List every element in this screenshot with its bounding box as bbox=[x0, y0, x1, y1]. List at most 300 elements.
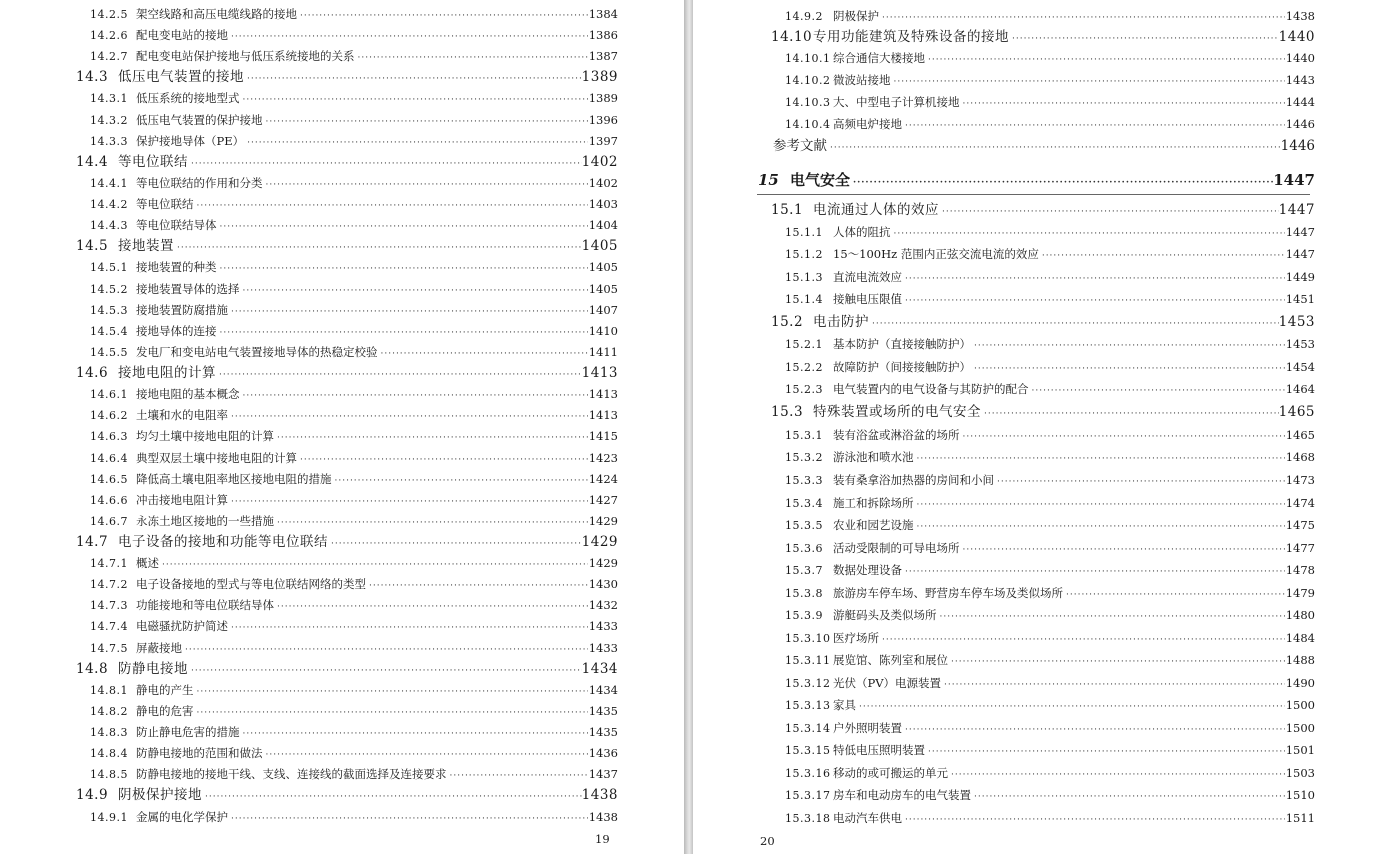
entry-title: 展览馆、陈列室和展位 bbox=[833, 653, 948, 667]
entry-number: 14.4 bbox=[76, 153, 109, 170]
subsection-entry[interactable] bbox=[785, 336, 1315, 354]
right-page bbox=[693, 0, 1375, 854]
subsection-entry[interactable] bbox=[785, 765, 1315, 783]
dot-leader bbox=[941, 677, 1285, 693]
entry-title: 电流通过人体的效应 bbox=[813, 202, 939, 218]
entry-title: 接地电阻的计算 bbox=[118, 365, 216, 382]
subsection-entry[interactable] bbox=[90, 766, 618, 784]
entry-number: 14.6.7 bbox=[90, 514, 128, 528]
entry-number: 14.6.6 bbox=[90, 493, 128, 507]
entry-title: 装有浴盆或淋浴盆的场所 bbox=[833, 428, 960, 442]
dot-leader bbox=[263, 747, 589, 763]
entry-page-number: 1402 bbox=[581, 153, 618, 170]
dot-leader bbox=[994, 474, 1285, 490]
entry-page-number: 1413 bbox=[588, 387, 618, 402]
dot-leader bbox=[228, 409, 588, 425]
entry-page-number: 1500 bbox=[1285, 698, 1315, 712]
entry-number: 14.9 bbox=[76, 787, 109, 804]
entry-title: 低压系统的接地型式 bbox=[136, 91, 240, 106]
entry-number: 14.6 bbox=[76, 365, 109, 382]
subsection-entry[interactable] bbox=[785, 224, 1315, 242]
subsection-entry[interactable] bbox=[90, 703, 618, 721]
dot-leader bbox=[1063, 587, 1285, 603]
dot-leader bbox=[939, 204, 1279, 220]
section-entry[interactable] bbox=[76, 534, 618, 552]
dot-leader bbox=[378, 346, 589, 362]
entry-page-number: 1477 bbox=[1285, 541, 1315, 555]
subsection-entry[interactable] bbox=[785, 472, 1315, 490]
references-entry[interactable] bbox=[773, 138, 1315, 156]
dot-leader bbox=[274, 515, 588, 531]
dot-leader bbox=[447, 768, 589, 784]
subsection-entry[interactable] bbox=[90, 597, 618, 615]
entry-number: 14.6.1 bbox=[90, 388, 128, 402]
subsection-entry[interactable] bbox=[90, 450, 618, 468]
entry-page-number: 1501 bbox=[1285, 743, 1315, 757]
subsection-entry[interactable] bbox=[90, 133, 618, 151]
entry-number: 14.10.2 bbox=[785, 74, 831, 87]
entry-number: 15.3.15 bbox=[785, 744, 831, 757]
subsection-entry[interactable] bbox=[785, 810, 1315, 828]
section-entry[interactable] bbox=[76, 661, 618, 679]
dot-leader bbox=[914, 451, 1286, 467]
subsection-entry[interactable] bbox=[785, 585, 1315, 603]
dot-leader bbox=[879, 10, 1285, 26]
dot-leader bbox=[297, 452, 588, 468]
entry-number: 14.10 bbox=[771, 29, 813, 45]
entry-page-number: 1447 bbox=[1273, 171, 1315, 189]
subsection-entry[interactable] bbox=[785, 8, 1315, 26]
entry-number: 14.8.2 bbox=[90, 704, 128, 718]
subsection-entry[interactable] bbox=[785, 495, 1315, 513]
entry-number: 14.5.5 bbox=[90, 345, 128, 359]
dot-leader bbox=[159, 557, 588, 573]
entry-number: 14.7.5 bbox=[90, 641, 128, 655]
entry-number: 14.7.1 bbox=[90, 557, 128, 571]
entry-number: 15.3.7 bbox=[785, 564, 823, 577]
subsection-entry[interactable] bbox=[785, 381, 1315, 399]
entry-page-number: 1454 bbox=[1285, 360, 1315, 374]
left-page bbox=[0, 0, 684, 854]
entry-number: 15 bbox=[758, 171, 779, 189]
dot-leader bbox=[217, 325, 589, 341]
section-entry[interactable] bbox=[76, 238, 618, 256]
entry-title: 农业和园艺设施 bbox=[833, 518, 914, 532]
entry-title: 接地装置 bbox=[118, 238, 174, 255]
entry-page-number: 1434 bbox=[588, 682, 618, 697]
dot-leader bbox=[1039, 248, 1285, 264]
subsection-entry[interactable] bbox=[90, 112, 618, 130]
dot-leader bbox=[228, 494, 588, 510]
subsection-entry[interactable] bbox=[90, 175, 618, 193]
entry-title: 永冻土地区接地的一些措施 bbox=[136, 513, 274, 528]
dot-leader bbox=[228, 29, 588, 45]
entry-title: 综合通信大楼接地 bbox=[833, 51, 925, 65]
dot-leader bbox=[1009, 31, 1279, 47]
entry-number: 14.8.4 bbox=[90, 747, 128, 761]
chapter-rule bbox=[757, 194, 1310, 195]
entry-page-number: 1429 bbox=[581, 534, 618, 550]
chapter-entry[interactable] bbox=[758, 172, 1315, 191]
dot-leader bbox=[1029, 383, 1286, 399]
entry-title: 电击防护 bbox=[813, 314, 869, 330]
entry-number: 14.5 bbox=[76, 238, 109, 255]
entry-page-number: 1397 bbox=[588, 133, 618, 148]
entry-number: 15.1.1 bbox=[785, 226, 823, 239]
subsection-entry[interactable] bbox=[90, 428, 618, 446]
entry-title: 冲击接地电阻计算 bbox=[136, 492, 228, 507]
dot-leader bbox=[960, 542, 1286, 558]
subsection-entry[interactable] bbox=[785, 562, 1315, 580]
subsection-entry[interactable] bbox=[785, 427, 1315, 445]
entry-title: 大、中型电子计算机接地 bbox=[833, 95, 960, 109]
subsection-entry[interactable] bbox=[90, 6, 618, 24]
entry-page-number: 1436 bbox=[588, 746, 618, 761]
dot-leader bbox=[240, 92, 589, 108]
entry-number: 15.3.6 bbox=[785, 542, 823, 555]
entry-number: 14.6.2 bbox=[90, 409, 128, 423]
dot-leader bbox=[194, 684, 589, 700]
entry-number: 14.6.3 bbox=[90, 430, 128, 444]
entry-page-number: 1433 bbox=[588, 640, 618, 655]
subsection-entry[interactable] bbox=[90, 618, 618, 636]
entry-page-number: 1389 bbox=[581, 69, 618, 86]
entry-title: 15～100Hz 范围内正弦交流电流的效应 bbox=[833, 247, 1039, 261]
entry-title: 故障防护（间接接触防护） bbox=[833, 360, 971, 374]
entry-page-number: 1387 bbox=[588, 49, 618, 64]
entry-page-number: 1434 bbox=[581, 660, 618, 677]
subsection-entry[interactable] bbox=[785, 607, 1315, 625]
dot-leader bbox=[971, 338, 1285, 354]
entry-number: 14.7.2 bbox=[90, 578, 128, 592]
subsection-entry[interactable] bbox=[90, 27, 618, 45]
section-entry[interactable] bbox=[771, 202, 1315, 220]
subsection-entry[interactable] bbox=[90, 492, 618, 510]
entry-page-number: 1415 bbox=[588, 429, 618, 444]
entry-title: 降低高土壤电阻率地区接地电阻的措施 bbox=[136, 471, 332, 486]
entry-title: 电气装置内的电气设备与其防护的配合 bbox=[833, 382, 1029, 396]
entry-page-number: 1446 bbox=[1285, 117, 1315, 131]
subsection-entry[interactable] bbox=[785, 787, 1315, 805]
entry-title: 光伏（PV）电源装置 bbox=[833, 676, 942, 690]
subsection-entry[interactable] bbox=[90, 513, 618, 531]
entry-number: 14.2.7 bbox=[90, 50, 128, 64]
dot-leader bbox=[948, 654, 1285, 670]
subsection-entry[interactable] bbox=[785, 94, 1315, 112]
entry-title: 静电的危害 bbox=[136, 703, 194, 718]
subsection-entry[interactable] bbox=[90, 344, 618, 362]
entry-page-number: 1453 bbox=[1278, 314, 1315, 330]
entry-title: 基本防护（直接接触防护） bbox=[833, 337, 971, 351]
entry-number: 14.8.3 bbox=[90, 726, 128, 740]
subsection-entry[interactable] bbox=[90, 259, 618, 277]
dot-leader bbox=[332, 473, 589, 489]
entry-title: 静电的产生 bbox=[136, 682, 194, 697]
subsection-entry[interactable] bbox=[90, 302, 618, 320]
section-entry[interactable] bbox=[771, 314, 1315, 332]
subsection-entry[interactable] bbox=[785, 697, 1315, 715]
subsection-entry[interactable] bbox=[785, 517, 1315, 535]
section-entry[interactable] bbox=[76, 787, 618, 805]
dot-leader bbox=[228, 620, 588, 636]
entry-number: 15.2.3 bbox=[785, 383, 823, 396]
section-entry[interactable] bbox=[76, 69, 618, 87]
entry-page-number: 1386 bbox=[588, 28, 618, 43]
subsection-entry[interactable] bbox=[785, 50, 1315, 68]
section-entry[interactable] bbox=[771, 29, 1315, 47]
entry-title: 阴极保护接地 bbox=[118, 787, 202, 804]
entry-title: 配电变电站的接地 bbox=[136, 28, 228, 43]
subsection-entry[interactable] bbox=[90, 682, 618, 700]
entry-title: 人体的阻抗 bbox=[833, 225, 891, 239]
entry-page-number: 1429 bbox=[588, 513, 618, 528]
section-entry[interactable] bbox=[771, 404, 1315, 422]
dot-leader bbox=[960, 429, 1286, 445]
subsection-entry[interactable] bbox=[785, 540, 1315, 558]
entry-title: 等电位联结导体 bbox=[136, 218, 217, 233]
entry-page-number: 1435 bbox=[588, 725, 618, 740]
entry-title: 移动的或可搬运的单元 bbox=[833, 766, 948, 780]
entry-number: 14.5.3 bbox=[90, 303, 128, 317]
entry-page-number: 1474 bbox=[1285, 496, 1315, 510]
subsection-entry[interactable] bbox=[90, 48, 618, 66]
dot-leader bbox=[263, 114, 589, 130]
entry-number: 15.3.2 bbox=[785, 451, 823, 464]
entry-number: 14.10.1 bbox=[785, 52, 831, 65]
dot-leader bbox=[891, 74, 1286, 90]
entry-number: 14.8.1 bbox=[90, 683, 128, 697]
entry-page-number: 1443 bbox=[1285, 73, 1315, 87]
entry-page-number: 1444 bbox=[1285, 95, 1315, 109]
entry-number: 14.3 bbox=[76, 69, 109, 86]
entry-title: 接地装置防腐措施 bbox=[136, 302, 228, 317]
dot-leader bbox=[217, 219, 589, 235]
entry-title: 游艇码头及类似场所 bbox=[833, 608, 937, 622]
entry-title: 金属的电化学保护 bbox=[136, 809, 228, 824]
section-entry[interactable] bbox=[76, 365, 618, 383]
subsection-entry[interactable] bbox=[785, 359, 1315, 377]
entry-title: 高频电炉接地 bbox=[833, 117, 902, 131]
entry-page-number: 1468 bbox=[1285, 450, 1315, 464]
entry-page-number: 1490 bbox=[1285, 676, 1315, 690]
subsection-entry[interactable] bbox=[90, 217, 618, 235]
page-gutter bbox=[684, 0, 693, 854]
entry-title: 房车和电动房车的电气装置 bbox=[833, 788, 971, 802]
entry-title: 阴极保护 bbox=[833, 9, 879, 23]
entry-number: 15.3.12 bbox=[785, 677, 831, 690]
dot-leader bbox=[240, 388, 589, 404]
entry-title: 数据处理设备 bbox=[833, 563, 902, 577]
dot-leader bbox=[902, 722, 1285, 738]
entry-number: 15.3.8 bbox=[785, 587, 823, 600]
entry-number: 15.1.4 bbox=[785, 293, 823, 306]
entry-title: 防静电接地的范围和做法 bbox=[136, 746, 263, 761]
dot-leader bbox=[188, 156, 582, 172]
subsection-entry[interactable] bbox=[90, 323, 618, 341]
entry-number: 14.5.2 bbox=[90, 282, 128, 296]
entry-page-number: 1503 bbox=[1285, 766, 1315, 780]
entry-title: 典型双层土壤中接地电阻的计算 bbox=[136, 450, 297, 465]
entry-number: 14.9.2 bbox=[785, 10, 823, 23]
entry-title: 均匀土壤中接地电阻的计算 bbox=[136, 429, 274, 444]
entry-number: 14.6.5 bbox=[90, 472, 128, 486]
subsection-entry[interactable] bbox=[785, 675, 1315, 693]
entry-title: 架空线路和高压电缆线路的接地 bbox=[136, 7, 297, 21]
dot-leader bbox=[228, 304, 588, 320]
dot-leader bbox=[274, 430, 588, 446]
entry-number: 14.10.4 bbox=[785, 118, 831, 131]
subsection-entry[interactable] bbox=[785, 116, 1315, 134]
entry-page-number: 1510 bbox=[1285, 788, 1315, 802]
entry-title: 接触电压限值 bbox=[833, 292, 902, 306]
dot-leader bbox=[244, 135, 588, 151]
entry-title: 电气安全 bbox=[790, 171, 851, 189]
subsection-entry[interactable] bbox=[785, 269, 1315, 287]
entry-title: 微波站接地 bbox=[833, 73, 891, 87]
entry-number: 15.1 bbox=[771, 202, 804, 218]
entry-number: 14.8 bbox=[76, 660, 109, 677]
entry-page-number: 1411 bbox=[588, 344, 618, 359]
entry-number: 14.9.1 bbox=[90, 810, 128, 824]
entry-page-number: 1438 bbox=[581, 787, 618, 804]
entry-page-number: 1389 bbox=[588, 91, 618, 106]
entry-page-number: 1384 bbox=[588, 7, 618, 21]
entry-title: 家具 bbox=[833, 698, 856, 712]
entry-number: 14.4.3 bbox=[90, 219, 128, 233]
subsection-entry[interactable] bbox=[785, 652, 1315, 670]
dot-leader bbox=[971, 789, 1285, 805]
subsection-entry[interactable] bbox=[90, 809, 618, 827]
entry-page-number: 1440 bbox=[1285, 51, 1315, 65]
entry-title: 电子设备接地的型式与等电位联结网络的类型 bbox=[136, 577, 366, 592]
subsection-entry[interactable] bbox=[785, 742, 1315, 760]
subsection-entry[interactable] bbox=[90, 407, 618, 425]
entry-page-number: 1511 bbox=[1285, 811, 1315, 825]
entry-number: 14.7 bbox=[76, 534, 109, 550]
subsection-entry[interactable] bbox=[785, 630, 1315, 648]
entry-title: 等电位联结的作用和分类 bbox=[136, 175, 263, 190]
subsection-entry[interactable] bbox=[90, 281, 618, 299]
entry-page-number: 1479 bbox=[1285, 586, 1315, 600]
entry-page-number: 1480 bbox=[1285, 608, 1315, 622]
subsection-entry[interactable] bbox=[90, 555, 618, 573]
entry-page-number: 1438 bbox=[1285, 9, 1315, 23]
subsection-entry[interactable] bbox=[785, 720, 1315, 738]
dot-leader bbox=[244, 71, 582, 87]
subsection-entry[interactable] bbox=[785, 72, 1315, 90]
entry-title: 防静电接地的接地干线、支线、连接线的截面选择及连接要求 bbox=[136, 767, 447, 782]
entry-page-number: 1438 bbox=[588, 809, 618, 824]
entry-title: 发电厂和变电站电气装置接地导体的热稳定校验 bbox=[136, 344, 378, 359]
entry-title: 概述 bbox=[136, 556, 159, 571]
entry-number: 14.7.3 bbox=[90, 599, 128, 613]
entry-number: 15.3.10 bbox=[785, 632, 831, 645]
entry-number: 14.3.2 bbox=[90, 113, 128, 127]
subsection-entry[interactable] bbox=[90, 90, 618, 108]
entry-page-number: 1484 bbox=[1285, 631, 1315, 645]
dot-leader bbox=[971, 361, 1285, 377]
entry-page-number: 1447 bbox=[1278, 202, 1315, 218]
subsection-entry[interactable] bbox=[785, 246, 1315, 264]
subsection-entry[interactable] bbox=[90, 576, 618, 594]
entry-title: 接地装置导体的选择 bbox=[136, 281, 240, 296]
entry-page-number: 1433 bbox=[588, 619, 618, 634]
dot-leader bbox=[827, 140, 1281, 156]
dot-leader bbox=[850, 175, 1273, 191]
subsection-entry[interactable] bbox=[90, 640, 618, 658]
entry-title: 施工和拆除场所 bbox=[833, 496, 914, 510]
entry-page-number: 1413 bbox=[581, 365, 618, 382]
entry-title: 特低电压照明装置 bbox=[833, 743, 925, 757]
dot-leader bbox=[902, 293, 1285, 309]
entry-page-number: 1405 bbox=[588, 260, 618, 275]
entry-title: 医疗场所 bbox=[833, 631, 879, 645]
dot-leader bbox=[914, 519, 1286, 535]
dot-leader bbox=[902, 271, 1285, 287]
dot-leader bbox=[228, 811, 588, 827]
entry-page-number: 1446 bbox=[1280, 138, 1315, 154]
section-entry[interactable] bbox=[76, 154, 618, 172]
entry-number: 14.4.2 bbox=[90, 198, 128, 212]
dot-leader bbox=[856, 699, 1285, 715]
subsection-entry[interactable] bbox=[785, 291, 1315, 309]
dot-leader bbox=[948, 767, 1285, 783]
entry-page-number: 1464 bbox=[1285, 382, 1315, 396]
entry-number: 15.3.3 bbox=[785, 474, 823, 487]
entry-page-number: 1453 bbox=[1285, 337, 1315, 351]
entry-page-number: 1447 bbox=[1285, 247, 1315, 261]
entry-number: 15.3.16 bbox=[785, 767, 831, 780]
entry-number: 14.7.4 bbox=[90, 620, 128, 634]
dot-leader bbox=[217, 261, 589, 277]
entry-number: 14.6.4 bbox=[90, 451, 128, 465]
dot-leader bbox=[216, 367, 582, 383]
dot-leader bbox=[194, 198, 589, 214]
entry-number: 15.3.18 bbox=[785, 812, 831, 825]
entry-title: 低压电气装置的保护接地 bbox=[136, 112, 263, 127]
entry-page-number: 1478 bbox=[1285, 563, 1315, 577]
dot-leader bbox=[891, 226, 1286, 242]
entry-page-number: 1465 bbox=[1278, 404, 1315, 420]
entry-number: 14.10.3 bbox=[785, 96, 831, 109]
entry-page-number: 1430 bbox=[588, 577, 618, 592]
entry-page-number: 1402 bbox=[588, 175, 618, 190]
entry-number: 15.3.1 bbox=[785, 429, 823, 442]
entry-number: 15.3.4 bbox=[785, 497, 823, 510]
subsection-entry[interactable] bbox=[90, 724, 618, 742]
dot-leader bbox=[902, 812, 1285, 828]
entry-page-number: 1405 bbox=[588, 281, 618, 296]
entry-page-number: 1447 bbox=[1285, 225, 1315, 239]
entry-number: 15.3.13 bbox=[785, 699, 831, 712]
entry-number: 15.3.11 bbox=[785, 654, 831, 667]
subsection-entry[interactable] bbox=[90, 745, 618, 763]
entry-page-number: 1465 bbox=[1285, 428, 1315, 442]
entry-page-number: 1473 bbox=[1285, 473, 1315, 487]
dot-leader bbox=[879, 632, 1285, 648]
entry-number: 14.4.1 bbox=[90, 176, 128, 190]
dot-leader bbox=[981, 406, 1279, 422]
entry-page-number: 1432 bbox=[588, 598, 618, 613]
entry-number: 14.5.1 bbox=[90, 261, 128, 275]
subsection-entry[interactable] bbox=[90, 471, 618, 489]
subsection-entry[interactable] bbox=[90, 386, 618, 404]
dot-leader bbox=[174, 240, 582, 256]
dot-leader bbox=[263, 177, 589, 193]
subsection-entry[interactable] bbox=[785, 449, 1315, 467]
entry-page-number: 1500 bbox=[1285, 721, 1315, 735]
subsection-entry[interactable] bbox=[90, 196, 618, 214]
